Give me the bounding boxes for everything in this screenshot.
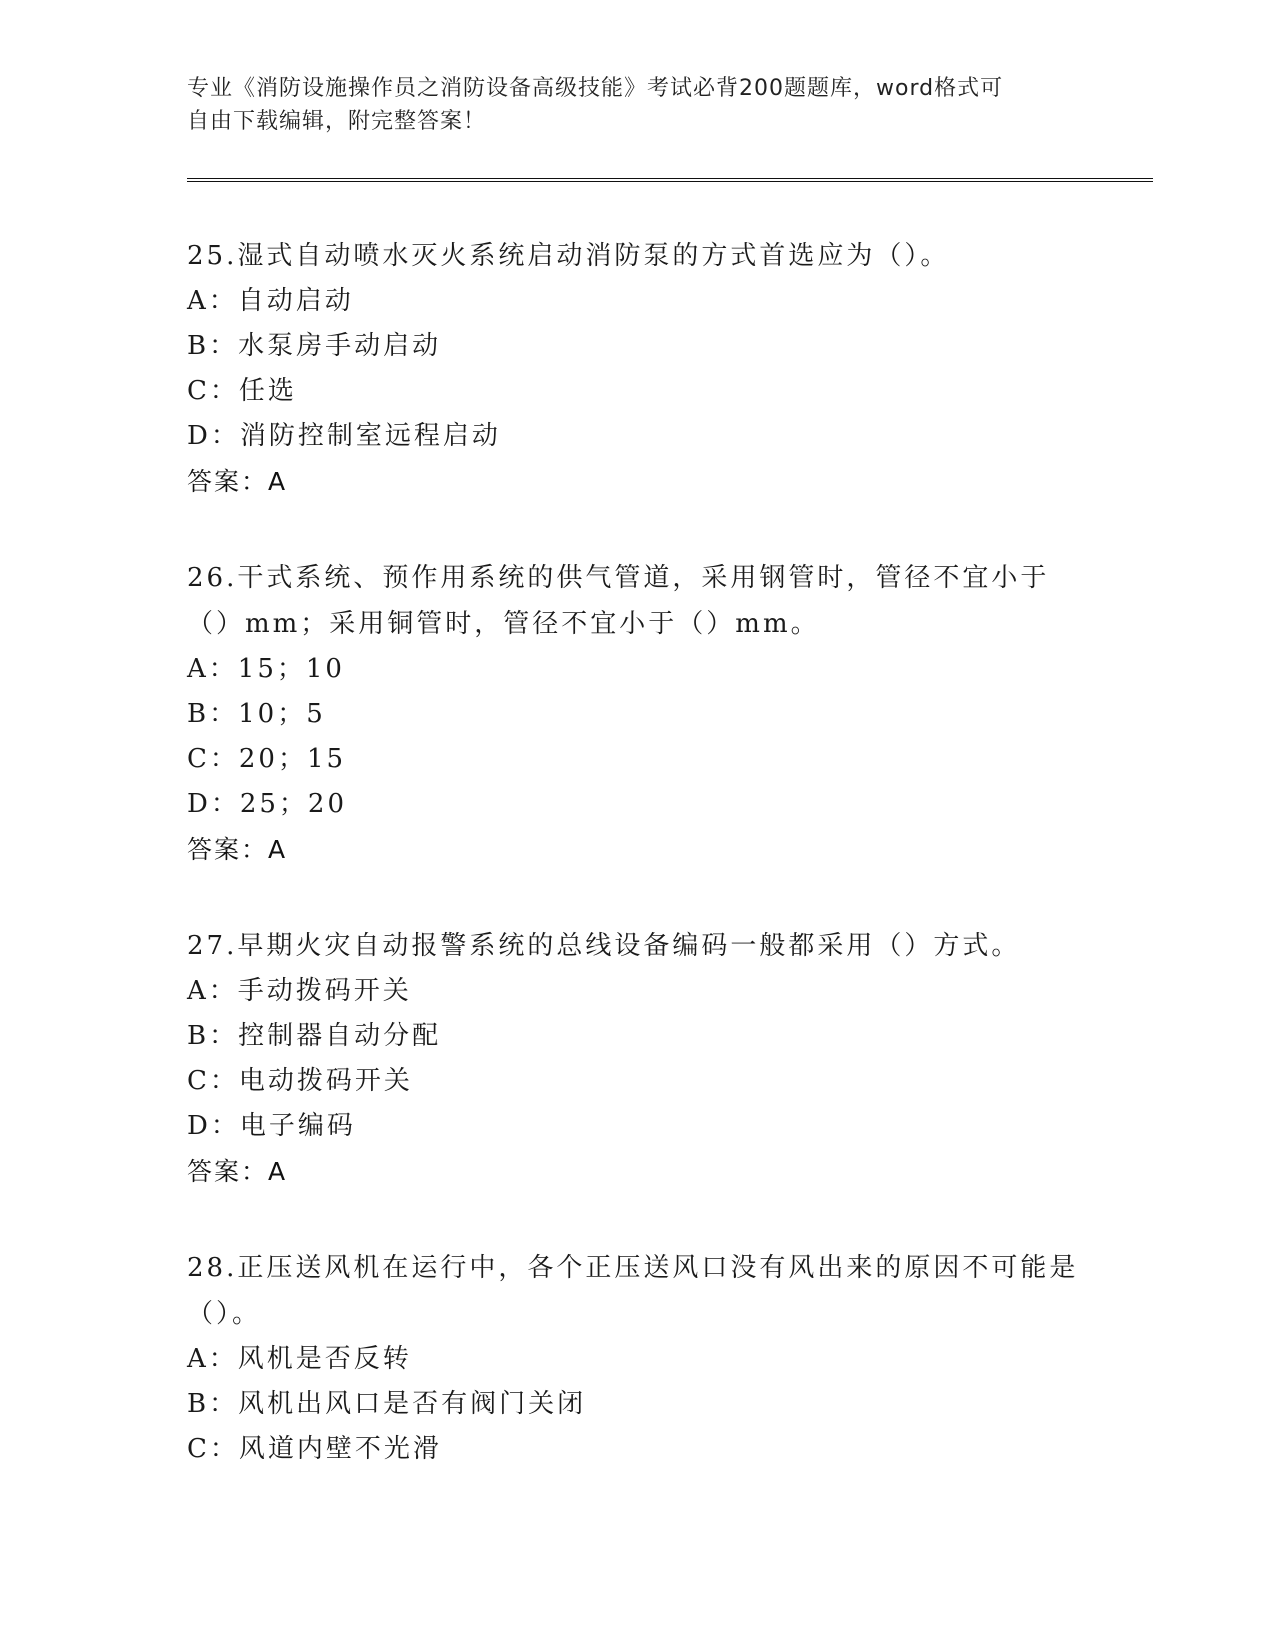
option-b: B：风机出风口是否有阀门关闭 (187, 1389, 587, 1419)
question-stem: 25.湿式自动喷水灭火系统启动消防泵的方式首选应为（）。 (187, 241, 950, 271)
question-list (187, 233, 1087, 1522)
option-b: B：10；5 (187, 699, 326, 729)
option-a: A：手动拨码开关 (187, 976, 412, 1006)
option-a: A：风机是否反转 (187, 1344, 412, 1374)
option-b: B：水泵房手动启动 (187, 331, 442, 361)
header-line-2: 自由下载编辑，附完整答案！ (187, 109, 487, 134)
question-26 (187, 555, 1087, 873)
option-c: C：任选 (187, 376, 297, 406)
document-header (187, 72, 1067, 138)
option-a: A：15；10 (187, 654, 345, 684)
option-c: C：20；15 (187, 744, 347, 774)
answer: 答案：A (187, 467, 288, 496)
question-27 (187, 923, 1087, 1195)
question-25 (187, 233, 1087, 505)
answer: 答案：A (187, 1157, 288, 1186)
option-d: D：消防控制室远程启动 (187, 421, 501, 451)
answer: 答案：A (187, 835, 288, 864)
option-d: D：电子编码 (187, 1111, 356, 1141)
question-stem: 27.早期火灾自动报警系统的总线设备编码一般都采用（）方式。 (187, 931, 1021, 961)
option-c: C：风道内壁不光滑 (187, 1434, 442, 1464)
question-stem: 28.正压送风机在运行中，各个正压送风口没有风出来的原因不可能是（）。 (187, 1253, 1079, 1329)
question-28 (187, 1245, 1087, 1472)
header-double-rule (187, 178, 1153, 182)
header-line-1: 专业《消防设施操作员之消防设备高级技能》考试必背200题题库，word格式可 (187, 76, 1004, 101)
option-a: A：自动启动 (187, 286, 354, 316)
option-b: B：控制器自动分配 (187, 1021, 442, 1051)
question-stem: 26.干式系统、预作用系统的供气管道，采用钢管时，管径不宜小于（）mm；采用铜管时，管径不宜小于（）mm。 (187, 563, 1050, 639)
option-d: D：25；20 (187, 789, 348, 819)
option-c: C：电动拨码开关 (187, 1066, 413, 1096)
